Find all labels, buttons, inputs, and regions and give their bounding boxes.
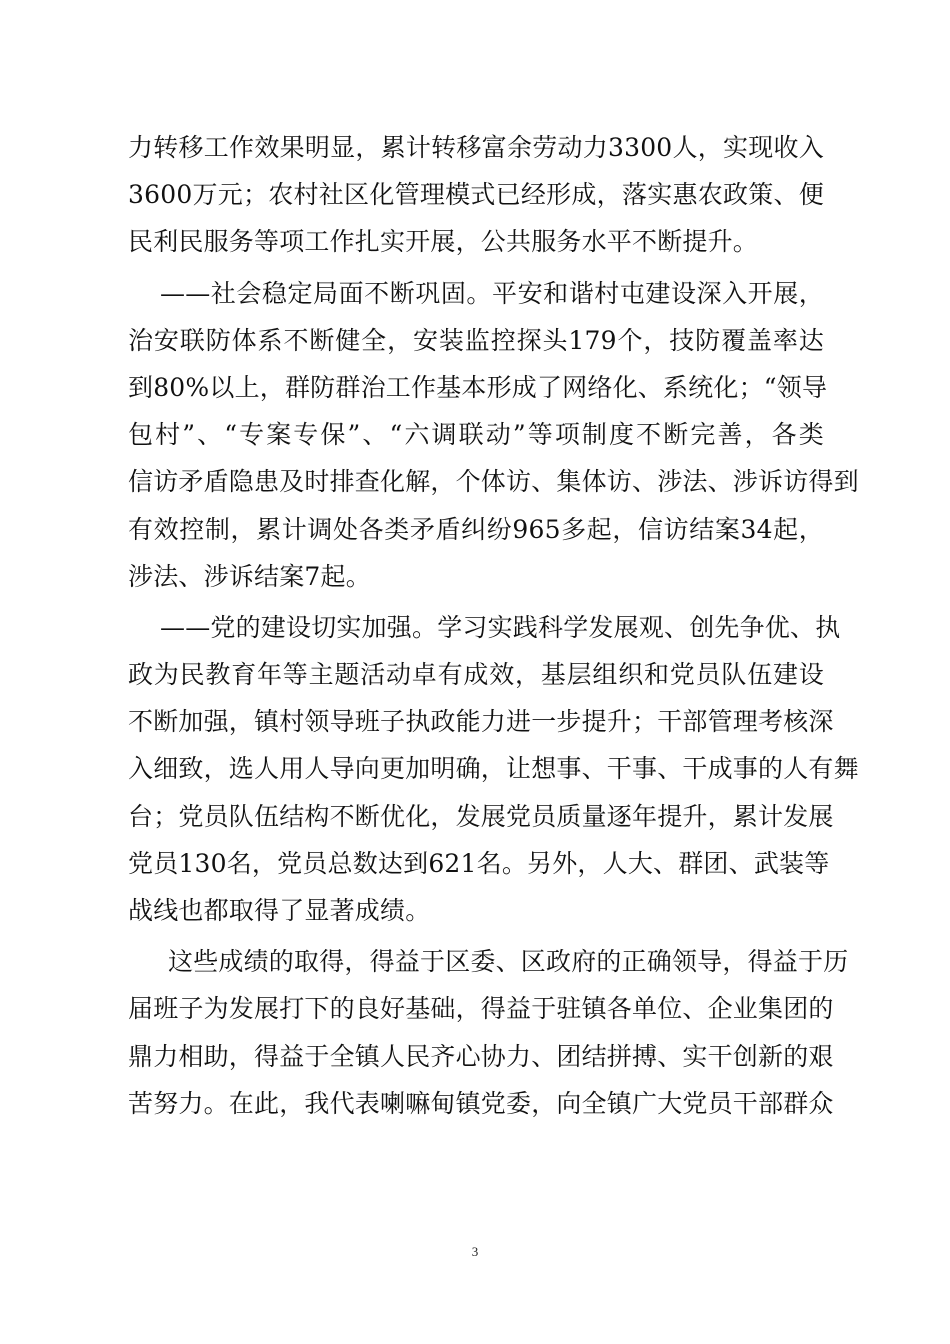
text-line: 不断加强，镇村领导班子执政能力进一步提升；干部管理考核深 [128, 707, 834, 737]
text-line: 3600万元；农村社区化管理模式已经形成，落实惠农政策、便 [128, 180, 824, 210]
text-line: 党员130名，党员总数达到621名。另外，人大、群团、武装等 [128, 848, 830, 878]
paragraph-acknowledgement [128, 938, 849, 1127]
text-line: 战线也都取得了显著成绩。 [128, 896, 431, 925]
text-line: 苦努力。在此，我代表喇嘛甸镇党委，向全镇广大党员干部群众 [128, 1088, 834, 1118]
text-line: 涉法、涉诉结案7起。 [128, 561, 371, 591]
text-line: 届班子为发展打下的良好基础，得益于驻镇各单位、企业集团的 [128, 994, 834, 1024]
text-line: 信访矛盾隐患及时排查化解，个体访、集体访、涉法、涉诉访得到 [128, 467, 859, 497]
text-line: 到80%以上，群防群治工作基本形成了网络化、系统化；“领导 [128, 372, 828, 402]
page-number: 3 [471, 1244, 479, 1259]
body-text [128, 124, 859, 1127]
text-line: 鼎力相助，得益于全镇人民齐心协力、团结拼搏、实干创新的艰 [128, 1041, 834, 1071]
text-line: 入细致，选人用人导向更加明确，让想事、干事、干成事的人有舞 [128, 754, 859, 784]
text-line: 民利民服务等项工作扎实开展，公共服务水平不断提升。 [128, 227, 759, 257]
paragraph-social-stability [128, 270, 859, 600]
text-line: ——社会稳定局面不断巩固。平安和谐村屯建设深入开展， [160, 278, 824, 308]
text-line: 包村”、“专案专保”、“六调联动”等项制度不断完善，各类 [128, 420, 824, 450]
text-line: 这些成绩的取得，得益于区委、区政府的正确领导，得益于历 [168, 947, 849, 977]
text-line: ——党的建设切实加强。学习实践科学发展观、创先争优、执 [160, 612, 841, 642]
paragraph-labor-transfer [128, 124, 824, 266]
paragraph-party-building [128, 604, 859, 934]
text-line: 政为民教育年等主题活动卓有成效，基层组织和党员队伍建设 [128, 660, 824, 690]
text-line: 治安联防体系不断健全，安装监控探头179个，技防覆盖率达 [128, 325, 824, 355]
text-line: 台；党员队伍结构不断优化，发展党员质量逐年提升，累计发展 [128, 801, 834, 831]
text-line: 力转移工作效果明显，累计转移富余劳动力3300人，实现收入 [128, 133, 824, 162]
text-line: 有效控制，累计调处各类矛盾纠纷965多起，信访结案34起， [128, 514, 824, 544]
